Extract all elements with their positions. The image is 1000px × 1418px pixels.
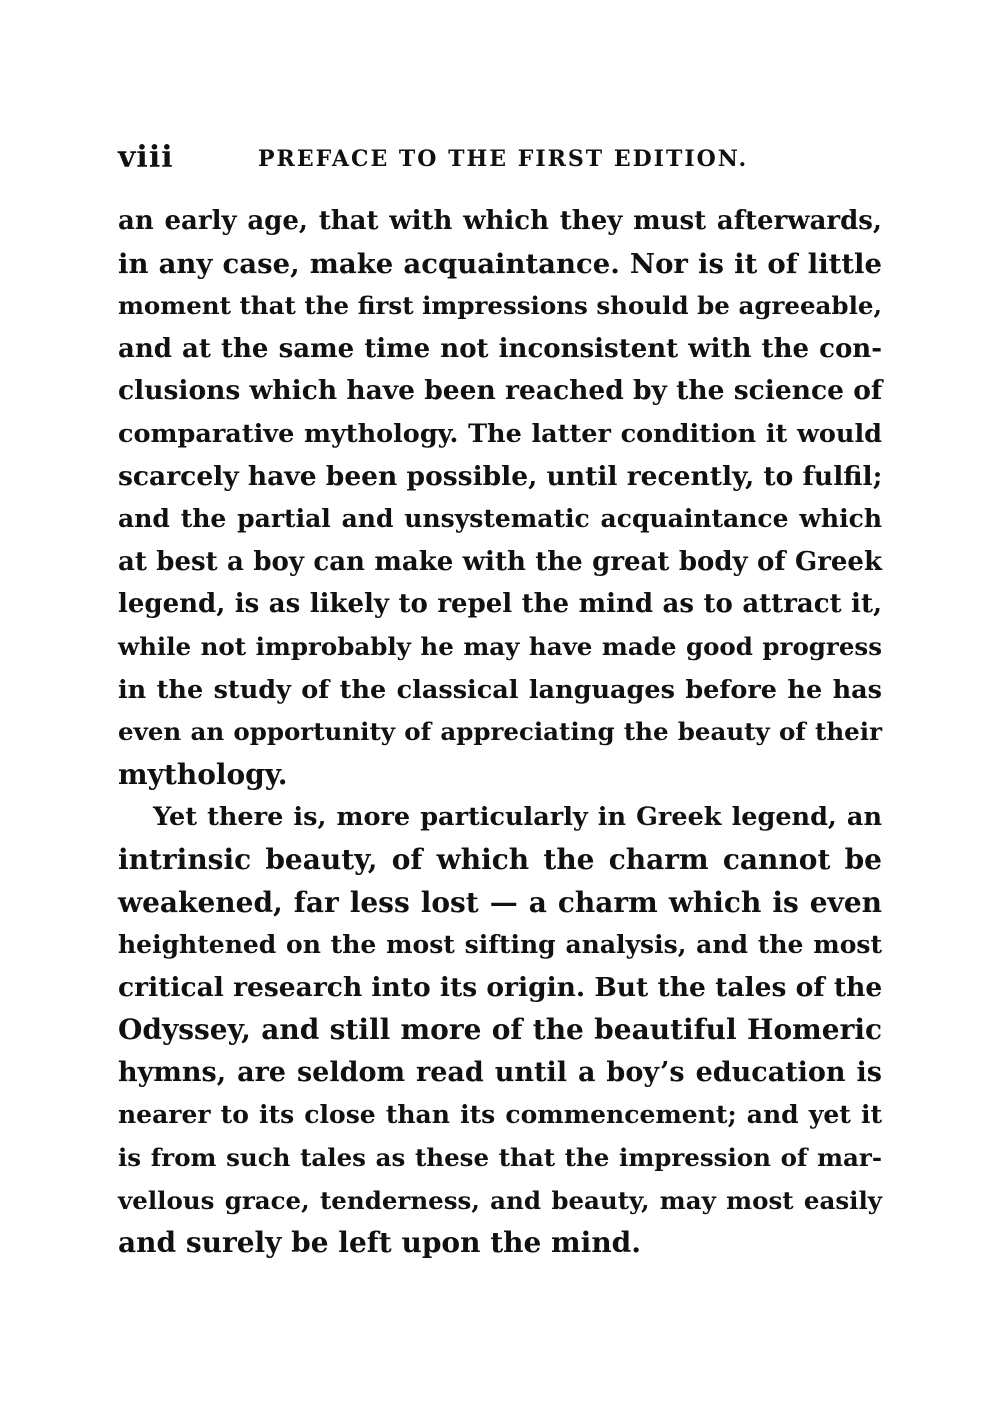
text-line: in any case, make acquaintance. Nor is it of little (118, 247, 882, 280)
text-line: critical research into its origin. But the tales of the (118, 971, 883, 1003)
text-line: and at the same time not inconsistent with the con- (118, 333, 882, 364)
text-line: intrinsic beauty, of which the charm cannot be (118, 842, 882, 876)
text-line: at best a boy can make with the great body of Greek (118, 546, 882, 577)
text-line: nearer to its close than its commencement; and yet it (118, 1100, 882, 1130)
text-line: moment that the first impressions should be agreeable, (118, 291, 882, 321)
running-head: PREFACE TO THE FIRST EDITION. (258, 146, 749, 172)
page-header (118, 140, 882, 180)
text-line: in the study of the classical languages before he has (118, 674, 882, 705)
text-line: is from such tales as these that the impression of mar- (118, 1143, 882, 1173)
paragraph-1 (118, 200, 882, 796)
text-line: Yet there is, more particularly in Greek legend, an (153, 802, 882, 833)
text-line: Odyssey, and still more of the beautiful Homeric (118, 1013, 882, 1047)
text-line: mythology. (118, 757, 288, 791)
text-line: clusions which have been reached by the science of (118, 375, 883, 407)
paragraph-2 (118, 796, 882, 1265)
text-line: hymns, are seldom read until a boy’s education is (118, 1056, 882, 1088)
body-text (118, 200, 882, 1265)
text-line: scarcely have been possible, until recently, to fulfil; (118, 460, 883, 492)
text-line: even an opportunity of appreciating the beauty of their (118, 717, 882, 747)
text-line: and the partial and unsystematic acquaintance which (118, 504, 882, 534)
text-line: while not improbably he may have made good progress (118, 631, 882, 661)
text-line: comparative mythology. The latter condition it would (118, 418, 882, 449)
text-line: heightened on the most sifting analysis, and the most (118, 930, 882, 960)
text-line: weakened, far less lost — a charm which is even (118, 885, 882, 919)
text-line: an early age, that with which they must afterwards, (118, 206, 882, 236)
text-line: and surely be left upon the mind. (118, 1226, 642, 1260)
text-line: legend, is as likely to repel the mind as to attract it, (118, 589, 882, 620)
text-line: vellous grace, tenderness, and beauty, may most easily (118, 1185, 882, 1215)
page-number: viii (118, 140, 174, 175)
